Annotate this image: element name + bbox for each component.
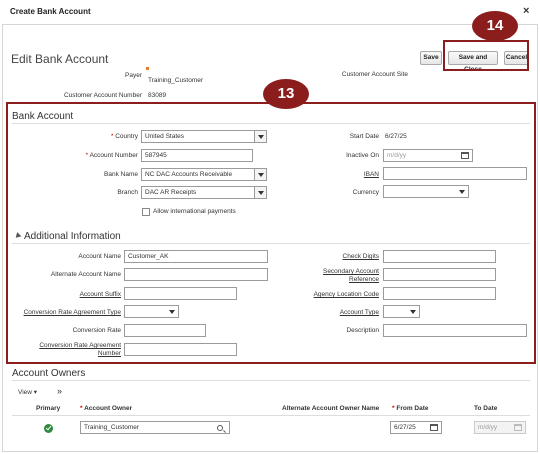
callout-badge-14: 14 [472,11,518,41]
primary-check-icon [44,424,53,433]
customer-account-number-value: 83089 [148,92,167,99]
required-flag-icon [146,67,149,70]
customer-account-number-label: Customer Account Number [63,92,142,99]
conversion-rate-label: Conversion Rate [72,327,121,334]
from-date-input[interactable]: 6/27/25 [390,421,442,434]
description-input[interactable] [383,324,527,337]
callout-badge-13: 13 [263,79,309,109]
search-icon[interactable] [217,425,223,431]
account-number-label: * Account Number [85,152,138,159]
conversion-rate-input[interactable] [124,324,206,337]
column-header-to-date: To Date [474,405,498,412]
bank-account-section-title: Bank Account [12,111,74,122]
check-digits-input[interactable] [383,250,496,263]
customer-account-site-label: Customer Account Site [341,71,408,78]
additional-info-section-title: Additional Information [24,231,121,242]
conversion-rate-agreement-number-label: Conversion Rate Agreement Number [39,342,121,357]
check-digits-label: Check Digits [342,253,379,260]
conversion-rate-agreement-number-input[interactable] [124,343,237,356]
conversion-rate-agreement-type-select[interactable] [124,305,179,318]
account-type-select[interactable] [383,305,420,318]
bank-name-select[interactable]: NC DAC Accounts Receivable [141,168,267,181]
chevron-down-icon[interactable] [410,310,416,314]
iban-input[interactable] [383,167,527,180]
column-header-account-owner: * Account Owner [80,405,133,412]
start-date-label: Start Date [349,133,379,140]
window-title: Create Bank Account [10,7,91,16]
to-date-input: m/d/yy [474,421,526,434]
allow-international-payments-checkbox[interactable] [142,208,150,216]
account-number-input[interactable]: 587945 [141,149,253,162]
close-icon[interactable]: × [523,5,530,17]
calendar-icon [514,424,522,431]
chevron-down-icon[interactable] [254,169,266,180]
chevron-down-icon[interactable] [254,131,266,142]
description-label: Description [346,327,379,334]
account-owner-input[interactable]: Training_Customer [80,421,230,434]
account-owners-section-title: Account Owners [12,368,86,379]
account-suffix-input[interactable] [124,287,237,300]
agency-location-code-label: Agency Location Code [313,291,379,298]
section-divider [12,380,530,381]
chevron-down-icon[interactable] [459,190,465,194]
chevron-down-icon[interactable] [169,310,175,314]
secondary-account-reference-label: Secondary Account Reference [322,268,379,283]
branch-label: Branch [117,189,138,196]
inactive-on-date-input[interactable]: m/d/yy [383,149,473,162]
secondary-account-reference-input[interactable] [383,268,496,281]
start-date-value: 6/27/25 [385,133,407,140]
alternate-account-name-input[interactable] [124,268,268,281]
save-and-close-button[interactable]: Save and Close [448,51,498,65]
currency-select[interactable] [383,185,469,198]
account-name-label: Account Name [78,253,121,260]
currency-label: Currency [352,189,379,196]
cancel-button[interactable]: Cancel [504,51,529,65]
column-header-alternate-owner-name: Alternate Account Owner Name [282,405,380,412]
payer-label: Payer [125,72,142,79]
chevron-down-icon[interactable] [254,187,266,198]
branch-select[interactable]: DAC AR Receipts [141,186,267,199]
account-suffix-label: Account Suffix [79,291,121,298]
conversion-rate-agreement-type-label: Conversion Rate Agreement Type [23,309,121,316]
allow-international-payments-label: Allow international payments [153,208,236,215]
page-title: Edit Bank Account [11,52,109,66]
save-button[interactable]: Save [420,51,442,65]
calendar-icon[interactable] [461,152,469,159]
bank-name-label: Bank Name [104,171,138,178]
country-select[interactable]: United States [141,130,267,143]
agency-location-code-input[interactable] [383,287,496,300]
section-divider [12,243,530,244]
table-header-divider [12,415,530,416]
inactive-on-label: Inactive On [346,152,379,159]
payer-value: Training_Customer [148,77,204,84]
section-divider [12,123,530,124]
iban-label: IBAN [363,171,379,178]
account-type-label: Account Type [339,309,379,316]
column-header-primary: Primary [36,405,61,412]
callout-box-14 [443,40,529,71]
window-titlebar [0,0,540,24]
calendar-icon[interactable] [430,424,438,431]
account-name-input[interactable]: Customer_AK [124,250,268,263]
view-menu[interactable]: View ▾ [18,389,38,396]
alternate-account-name-label: Alternate Account Name [50,271,121,278]
country-label: * Country [110,133,138,140]
column-header-from-date: * From Date [392,405,429,412]
detach-icon[interactable]: » [57,386,63,396]
